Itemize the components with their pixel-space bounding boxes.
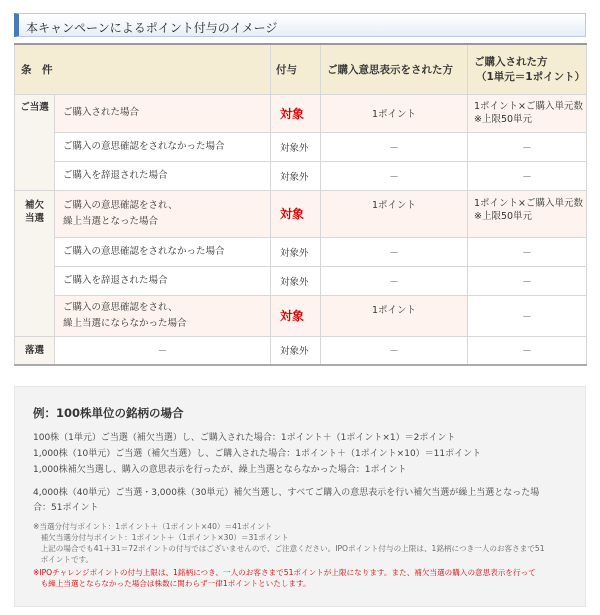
table-row (15, 295, 587, 336)
example-line: 1,000株補欠当選し、購入の意思表示を行ったが、繰上当選とならなかった場合：1ポイント (33, 465, 407, 475)
row-condition-line2: 繰上当選にならなかった場合 (63, 317, 187, 329)
table-row (15, 266, 587, 295)
row-condition (55, 295, 271, 336)
row-target: 対象外 (271, 132, 321, 161)
row-target: 対象外 (271, 237, 321, 266)
row-condition: ご購入の意思確認をされなかった場合 (55, 132, 271, 161)
row-condition-line1: ご購入の意思確認をされ、 (63, 301, 178, 313)
row-intent: － (321, 336, 468, 365)
table-header-row (15, 44, 587, 94)
row-purchased: － (468, 161, 587, 190)
group-label-lost: 落選 (15, 336, 55, 365)
row-intent: 1ポイント (321, 295, 468, 336)
row-condition-line2: 繰上当選となった場合 (63, 215, 159, 227)
group-label-won: ご当選 (15, 94, 55, 190)
row-target: 対象 (271, 190, 321, 237)
row-purchased: － (468, 295, 587, 336)
group-label-substitute-line2: 当選 (24, 212, 44, 224)
row-condition-line1: ご購入の意思確認をされ、 (63, 199, 178, 211)
row-purchased: － (468, 237, 587, 266)
row-purchased: － (468, 336, 587, 365)
header-intent: ご購入意思表示をされた方 (321, 44, 468, 94)
row-intent: 1ポイント (321, 94, 468, 132)
row-intent: － (321, 132, 468, 161)
header-condition: 条 件 (15, 44, 271, 94)
section-title: 本キャンペーンによるポイント付与のイメージ (26, 21, 278, 35)
points-table (14, 43, 587, 366)
row-condition: － (55, 336, 271, 365)
row-intent: － (321, 266, 468, 295)
example-line: 100株（1単元）ご当選（補欠当選）し、ご購入された場合：1ポイント＋（1ポイント×1）＝2ポイント (33, 433, 456, 443)
row-purchased-line2: ※上限50単元 (474, 210, 533, 222)
row-condition: ご購入の意思確認をされなかった場合 (55, 237, 271, 266)
example-note: ポイントです。 (33, 555, 94, 564)
row-purchased: － (468, 132, 587, 161)
example-line: 合：51ポイント (33, 503, 99, 513)
row-target: 対象 (271, 295, 321, 336)
table-row (15, 190, 587, 237)
example-title: 例：100株単位の銘柄の場合 (33, 406, 184, 420)
table-row (15, 336, 587, 365)
row-intent: － (321, 237, 468, 266)
example-note: 補欠当選分付与ポイント：1ポイント＋（1ポイント×30）＝31ポイント (33, 533, 289, 542)
table-row (15, 132, 587, 161)
table-row (15, 94, 587, 132)
example-line: 4,000株（40単元）ご当選・3,000株（30単元）補欠当選し、すべてご購入の意思表示を行い補欠当選が繰上当選となった場 (33, 488, 540, 498)
row-purchased (468, 94, 587, 132)
header-purchased (468, 44, 587, 94)
row-target: 対象外 (271, 161, 321, 190)
row-intent: 1ポイント (321, 190, 468, 237)
row-intent: － (321, 161, 468, 190)
row-purchased (468, 190, 587, 237)
row-purchased-line2: ※上限50単元 (474, 114, 533, 125)
header-purchased-line2: （1単元＝1ポイント） (476, 71, 586, 84)
row-condition: ご購入を辞退された場合 (55, 161, 271, 190)
example-red-note: ※IPOチャレンジポイントの付与上限は、1銘柄につき、一人のお客さまで51ポイントが上限になります。また、補欠当選の購入の意思表示を行って (33, 568, 536, 577)
row-condition: ご購入を辞退された場合 (55, 266, 271, 295)
row-purchased: － (468, 266, 587, 295)
row-target: 対象外 (271, 266, 321, 295)
header-purchased-line1: ご購入された方 (474, 56, 548, 69)
group-label-substitute (15, 190, 55, 336)
table-row (15, 237, 587, 266)
row-purchased-line1: 1ポイント×ご購入単元数 (474, 197, 584, 209)
row-target: 対象 (271, 94, 321, 132)
example-note: 上記の場合でも41＋31＝72ポイントの付与ではございませんので、ご注意ください。IPOポイント付与の上限は、1銘柄につき一人のお客さまで51 (33, 544, 545, 553)
example-note: ※当選分付与ポイント：1ポイント＋（1ポイント×40）＝41ポイント (33, 522, 273, 531)
example-line: 1,000株（10単元）ご当選（補欠当選）し、ご購入された場合：1ポイント＋（1ポイント×10）＝11ポイント (33, 449, 482, 459)
row-condition: ご購入された場合 (55, 94, 271, 132)
table-row (15, 161, 587, 190)
header-grant: 付与 (271, 44, 321, 94)
example-box (14, 386, 586, 607)
section-header (14, 13, 586, 37)
row-purchased-line1: 1ポイント×ご購入単元数 (474, 101, 584, 112)
group-label-substitute-line1: 補欠 (24, 199, 44, 211)
row-condition (55, 190, 271, 237)
example-red-note: も繰上当選とならなかった場合は株数に関わらず一律1ポイントといたします。 (33, 579, 311, 588)
row-target: 対象外 (271, 336, 321, 365)
